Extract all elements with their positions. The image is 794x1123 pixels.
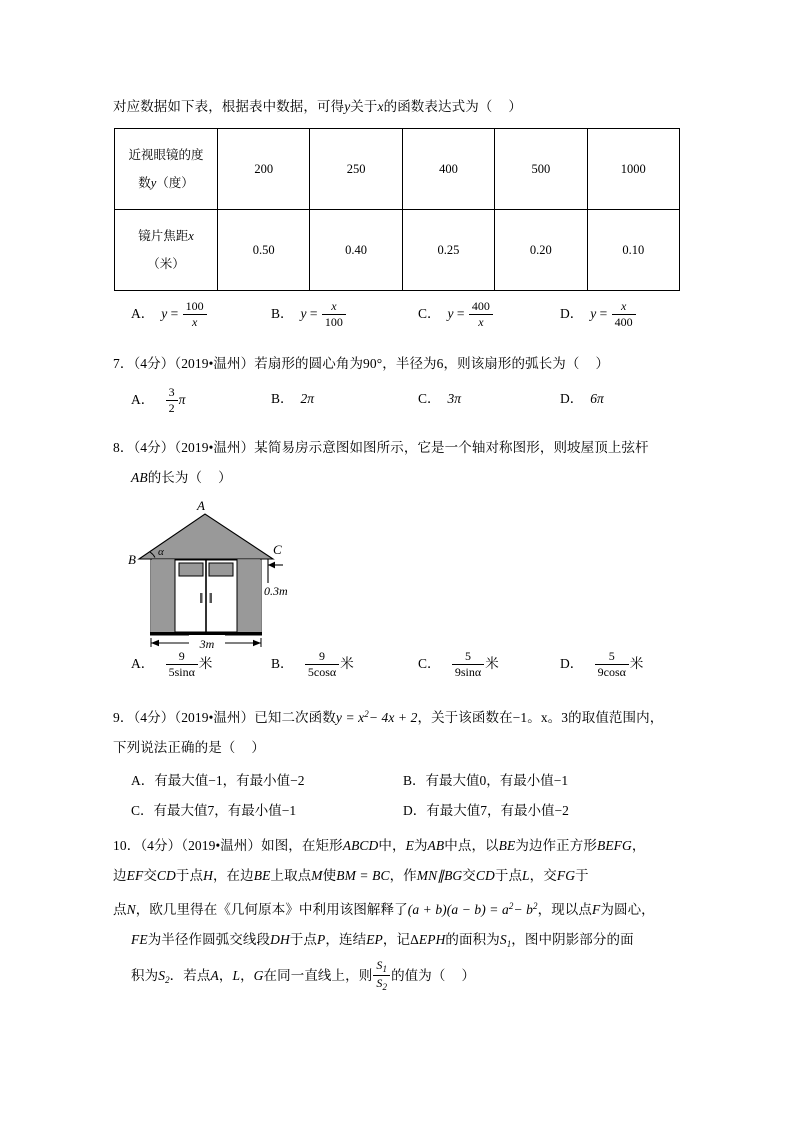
q8-option-c[interactable] [418, 651, 499, 679]
q9-stem-line2 [113, 733, 688, 763]
q10-l4a: 为半径作圆弧交线段 [147, 932, 271, 947]
option-lhs: y [300, 306, 307, 322]
q10-point-p: P [317, 932, 326, 947]
q10-rect-abcd: ABCD [342, 838, 379, 853]
door-handle-left [200, 593, 203, 603]
q10-l5-close: ） [461, 968, 476, 983]
fraction [469, 300, 493, 328]
q10-point-f: F [592, 902, 601, 917]
q10-area-s1: S [499, 932, 507, 947]
table-row-header-focal [115, 210, 218, 291]
option-suffix: π [178, 392, 186, 408]
fraction-numerator: 400 [471, 299, 490, 313]
q10-identity-2: − b [513, 902, 533, 917]
q10-l5e: 在同一直线上，则 [263, 968, 373, 983]
q6-stem-var-x: x [377, 99, 384, 114]
q10-square-befg: BEFG [596, 838, 632, 853]
q7-close: ） [595, 356, 610, 371]
q10-l2c: 于点 [175, 868, 204, 883]
q9-line2-close: ） [251, 740, 266, 755]
q10-l2k: 于 [575, 868, 589, 883]
q10-l3a: 点 [113, 902, 127, 917]
door-window-left [179, 563, 203, 576]
option-label: C． [418, 656, 441, 672]
q7-option-c[interactable] [418, 387, 461, 407]
q7-number: 7． [113, 356, 134, 371]
q6-option-c[interactable] [418, 301, 494, 329]
fraction [322, 300, 346, 328]
option-label: D． [560, 306, 584, 322]
q6-stem [113, 92, 688, 122]
q10-l2d: ，在边 [212, 868, 254, 883]
fraction-denominator: 9sinα [452, 664, 484, 679]
q9-text-mid: ，关于该函数在−1。x。3的取值范围内， [417, 710, 664, 725]
q10-l1d: 中点，以 [444, 838, 499, 853]
table-cell: 250 [310, 129, 402, 210]
q10-stem-line2 [113, 861, 688, 891]
q9-option-b[interactable] [403, 769, 568, 789]
q10-area-s2-sub: 2 [165, 975, 170, 985]
q7-stem [113, 349, 688, 379]
q10-point-l: L [522, 868, 530, 883]
row-header-var: y [150, 176, 157, 190]
q6-stem-close: ） [508, 99, 523, 114]
table-cell: 0.25 [402, 210, 494, 291]
dim-width-arrow-left [151, 640, 159, 646]
q9-source: （2019•温州） [174, 710, 255, 725]
q7-points: （4分） [133, 356, 175, 371]
q7-option-a[interactable] [131, 387, 185, 415]
fraction-numerator: 9 [319, 649, 326, 663]
table-cell: 200 [218, 129, 310, 210]
option-text: 有最大值7，有最小值−2 [426, 803, 569, 818]
q6-stem-var-y: y [344, 99, 351, 114]
fraction-numerator: x [331, 299, 337, 313]
option-eq: = [599, 306, 608, 322]
q8-number: 8． [113, 440, 134, 455]
q8-options [113, 651, 688, 697]
table-row [115, 129, 680, 210]
q10-point-g: G [253, 968, 264, 983]
q9-points: （4分） [133, 710, 175, 725]
q9-eq-y: y [335, 710, 342, 725]
row-header-line1-pre: 镜片焦距 [138, 229, 189, 243]
row-header-line2-pre: 数 [138, 176, 151, 190]
q10-l4e: 的面积为 [445, 932, 500, 947]
ratio-fraction [373, 959, 390, 993]
q10-l5f: 的值为（ [391, 968, 446, 983]
q10-l4d: ，记Δ [382, 932, 419, 947]
q10-l1f: ， [631, 838, 646, 853]
q8-stem-line1 [113, 433, 688, 463]
q8-line2-close: ） [218, 470, 232, 485]
option-unit: 米 [340, 656, 354, 672]
option-text: 2π [300, 391, 315, 406]
q10-eq-bm-bc: BM = BC [336, 868, 390, 883]
option-text: 3π [447, 391, 462, 406]
ratio-num-sub: 1 [382, 963, 388, 974]
fraction [305, 650, 339, 678]
q10-seg-fg: FG [556, 868, 576, 883]
q10-l2j: ，交 [529, 868, 557, 883]
q10-point-h: H [203, 868, 213, 883]
q10-l3b: ，欧几里得在《几何原本》中利用该图解释了 [135, 902, 408, 917]
table-cell: 0.10 [587, 210, 679, 291]
option-label: C． [418, 306, 441, 322]
ratio-num-var: S [376, 957, 383, 972]
q10-l2g: ，作 [389, 868, 417, 883]
dim-height-arrowhead [268, 562, 275, 569]
q10-seg-cd: CD [156, 868, 176, 883]
door-handle-right [210, 593, 213, 603]
q9-number: 9． [113, 710, 134, 725]
q10-l4b: 于点 [289, 932, 318, 947]
q10-l4c: ，连结 [325, 932, 367, 947]
q10-area-s1-sub: 1 [506, 939, 512, 949]
option-label: B． [271, 656, 294, 672]
q10-area-s2: S [158, 968, 166, 983]
q10-point-l2: L [232, 968, 241, 983]
q10-stem-line5 [113, 959, 688, 997]
table-cell: 400 [402, 129, 494, 210]
q8-segment-ab: AB [131, 470, 148, 485]
q10-identity-sup1: 2 [508, 901, 514, 911]
q9-text-pre: 已知二次函数 [254, 710, 336, 725]
table-row [115, 210, 680, 291]
q8-option-d[interactable] [560, 651, 643, 679]
q10-l1c: 为 [413, 838, 428, 853]
fraction-denominator: x [183, 314, 207, 329]
q7-option-b[interactable] [271, 387, 314, 407]
q6-data-table [114, 128, 680, 291]
q6-option-b[interactable] [271, 301, 347, 329]
q6-stem-tail: 的函数表达式为（ [383, 99, 493, 114]
q9-option-a[interactable] [131, 769, 304, 789]
q10-seg-be: BE [498, 838, 516, 853]
fraction-denominator: 2 [166, 400, 178, 415]
table-cell: 0.50 [218, 210, 310, 291]
fraction-numerator [373, 959, 390, 975]
q10-l2b: 交 [143, 868, 157, 883]
option-lhs: y [161, 306, 168, 322]
option-text: 有最大值7，有最小值−1 [153, 803, 297, 818]
q10-point-a: A [210, 968, 219, 983]
option-text: 有最大值−1，有最小值−2 [154, 773, 305, 788]
row-header-var: x [188, 229, 194, 243]
q10-l2a: 边 [113, 868, 127, 883]
q6-stem-text: 对应数据如下表，根据表中数据，可得 [113, 99, 345, 114]
q9-options-row1 [113, 769, 688, 799]
ratio-den-var: S [376, 976, 383, 991]
dim-width-arrow-right [253, 640, 261, 646]
option-label: D． [560, 391, 584, 406]
fraction-denominator: 5sinα [166, 664, 198, 679]
option-label: C． [418, 391, 441, 406]
option-unit: 米 [629, 656, 644, 672]
q10-l1a: 如图，在矩形 [261, 838, 343, 853]
q10-l5d: ， [240, 968, 254, 983]
q7-text: 若扇形的圆心角为90°，半径为6，则该扇形的弧长为（ [254, 356, 580, 371]
fraction [183, 300, 207, 328]
page-content [113, 92, 688, 997]
q10-seg-dh: DH [270, 932, 290, 947]
label-point-b: B [128, 552, 136, 567]
fraction-numerator: 5 [465, 649, 472, 663]
q10-l2e: 上取点 [270, 868, 312, 883]
fraction-numerator: 100 [185, 299, 204, 313]
q7-option-d[interactable] [560, 387, 604, 407]
q9-option-c[interactable] [131, 799, 296, 819]
q10-l5c: ， [218, 968, 233, 983]
q8-source: （2019•温州） [174, 440, 255, 455]
q10-seg-ab: AB [427, 838, 445, 853]
option-eq: = [309, 306, 318, 322]
option-label: B． [271, 391, 294, 406]
q10-seg-be2: BE [253, 868, 271, 883]
label-height-dim: 0.3m [264, 584, 288, 598]
q9-eq-rest: = x [345, 710, 365, 725]
fraction-denominator: x [469, 314, 493, 329]
q10-number: 10． [113, 838, 141, 853]
option-label: A． [131, 306, 155, 322]
option-label: B． [271, 306, 294, 322]
option-text: 有最大值0，有最小值−1 [425, 773, 569, 788]
q8-option-a[interactable] [131, 651, 212, 679]
fraction [166, 386, 178, 414]
q10-l5a: 积为 [131, 968, 159, 983]
row-header-line2: （米） [147, 257, 185, 271]
house-diagram-svg [121, 497, 351, 649]
table-row-header-degrees [115, 129, 218, 210]
q10-l4f: ，图中阴影部分的面 [511, 932, 634, 947]
q10-identity-1: (a + b)(a − b) = a [407, 902, 509, 917]
option-label: B． [403, 773, 426, 788]
option-lhs: y [590, 306, 597, 322]
q10-point-e: E [405, 838, 414, 853]
q10-identity-sup2: 2 [533, 901, 538, 911]
table-cell: 500 [495, 129, 587, 210]
option-eq: = [456, 306, 465, 322]
label-width-dim: 3m [199, 637, 215, 649]
ground-base-line [150, 632, 262, 636]
row-header-line1 [117, 222, 215, 250]
q10-seg-ef: EF [126, 868, 144, 883]
q10-source: （2019•温州） [181, 838, 262, 853]
q10-stem-line4 [113, 925, 688, 959]
q10-seg-ep: EP [366, 932, 383, 947]
option-unit: 米 [485, 656, 499, 672]
q9-options-row2 [113, 799, 688, 829]
option-lhs: y [447, 306, 454, 322]
option-eq: = [170, 306, 179, 322]
q10-stem-line3 [113, 891, 688, 925]
q10-l3c: ，现以点 [537, 902, 593, 917]
fraction-numerator: 5 [608, 649, 615, 663]
row-header-line2-post: （度） [156, 176, 194, 190]
option-label: A． [131, 392, 155, 408]
q9-option-d[interactable] [403, 799, 569, 819]
fraction-denominator: 5cosα [305, 664, 339, 679]
q8-stem-line2 [113, 463, 688, 493]
q9-line2: 下列说法正确的是（ [113, 740, 236, 755]
q10-stem-line1 [113, 831, 688, 861]
q8-line2-text: 的长为（ [147, 470, 203, 485]
q10-radius-fe: FE [131, 932, 148, 947]
label-apex-a: A [197, 498, 205, 513]
q7-options [113, 387, 688, 431]
fraction [595, 650, 629, 678]
q10-seg-cd2: CD [475, 868, 495, 883]
option-unit: 米 [198, 656, 213, 672]
option-label: A． [131, 773, 155, 788]
q10-l3d: 为圆心， [600, 902, 655, 917]
fraction-denominator [373, 975, 390, 992]
q6-option-a[interactable] [131, 301, 208, 329]
q10-l1e: 为边作正方形 [515, 838, 597, 853]
q10-parallel-mn-bg: MN∥BG [416, 868, 463, 883]
option-label: D． [560, 656, 584, 672]
q8-option-b[interactable] [271, 651, 354, 679]
q10-tri-eph: EPH [418, 932, 446, 947]
q10-l5b: ．若点 [169, 968, 211, 983]
fraction-numerator: 3 [168, 385, 175, 399]
fraction-numerator: 9 [178, 649, 185, 663]
q10-l2h: 交 [462, 868, 476, 883]
label-angle-alpha: α [158, 546, 164, 558]
q6-options [113, 301, 688, 347]
q10-point-n: N [126, 902, 136, 917]
q10-point-m: M [311, 868, 323, 883]
fraction [166, 650, 198, 678]
q6-option-d[interactable] [560, 301, 637, 329]
table-cell: 0.40 [310, 210, 402, 291]
q8-house-figure [121, 497, 351, 649]
table-cell: 1000 [587, 129, 679, 210]
option-label: C． [131, 803, 154, 818]
q10-l2i: 于点 [494, 868, 523, 883]
q10-l2f: 使 [322, 868, 337, 883]
option-label: D． [403, 803, 427, 818]
q10-l1b: 中， [378, 838, 406, 853]
q8-points: （4分） [133, 440, 175, 455]
fraction [452, 650, 484, 678]
row-header-line2 [117, 169, 215, 197]
fraction-denominator: 100 [322, 314, 346, 329]
q7-source: （2019•温州） [174, 356, 255, 371]
q9-stem-line1 [113, 699, 688, 733]
table-cell: 0.20 [495, 210, 587, 291]
q6-stem-mid: 关于 [350, 99, 378, 114]
option-label: A． [131, 656, 155, 672]
fraction-denominator: 400 [612, 314, 636, 329]
label-point-c: C [273, 542, 282, 557]
fraction [612, 300, 636, 328]
row-header-line1: 近视眼镜的度 [128, 148, 204, 162]
wall-panel-right [237, 560, 261, 632]
q9-eq-tail: − 4x + 2 [368, 710, 418, 725]
ratio-den-sub: 2 [382, 982, 388, 993]
door-window-right [209, 563, 233, 576]
q9-eq-exponent: 2 [364, 709, 369, 719]
q8-text: 某简易房示意图如图所示，它是一个轴对称图形，则坡屋顶上弦杆 [254, 440, 649, 455]
option-text: 6π [590, 391, 604, 406]
wall-panel-left [151, 560, 175, 632]
fraction-denominator: 9cosα [595, 664, 629, 679]
q10-points: （4分） [140, 838, 182, 853]
fraction-numerator: x [620, 299, 627, 313]
